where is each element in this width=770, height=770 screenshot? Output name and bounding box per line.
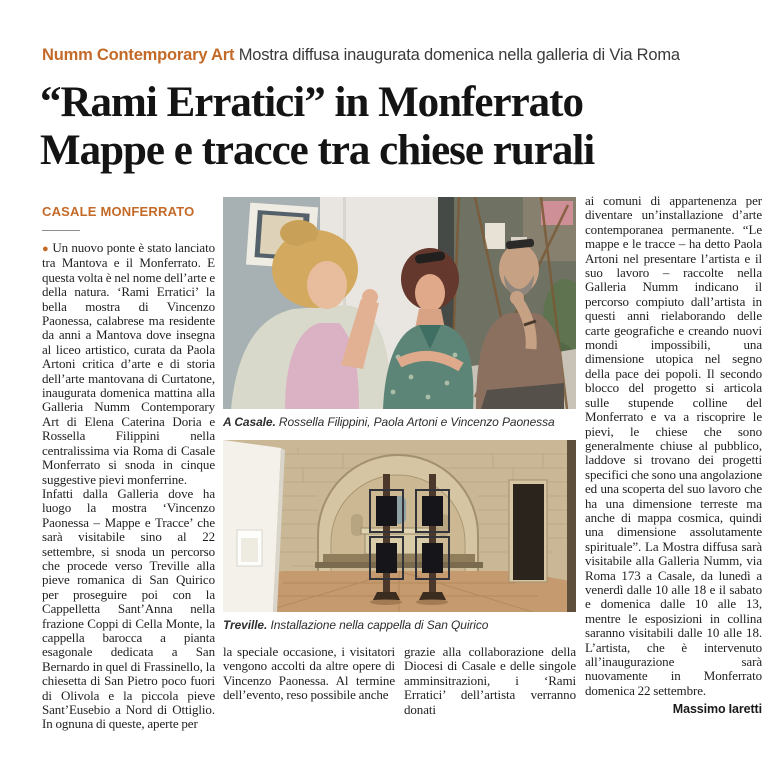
byline: Massimo Iaretti: [672, 702, 762, 717]
article-column-4: [585, 194, 762, 717]
paragraph-text: Un nuovo ponte è stato lanciato tra Mantova e il Monferrato. E questa volta è nel nome dell’arte e della natura. ‘Rami Erratici’ la bella mostra di Vincenzo Paonessa, calabrese ma residente da anni a Mantova dove insegna al liceo artistico, curata da Paola Artoni critica d’arte e di storia dell’arte mantovana di Curtatone, inaugurata domenica mattina alla Galleria Numm Contemporary Art di Elena Caterina Doria e Rossella Filippini nella centralissima via Roma di Casale Monferrato si snoda in cinque suggestive pievi monferrine.: [42, 240, 216, 487]
bullet-icon: ●: [42, 243, 50, 255]
headline: [40, 79, 746, 175]
caption-lead: Treville.: [223, 618, 268, 632]
kicker: [42, 46, 742, 65]
section-rule: [42, 230, 80, 231]
article-column-3: [404, 645, 576, 717]
headline-line1: “Rami Erratici” in Monferrato: [40, 79, 583, 126]
paragraph: la speciale occasione, i visitatori vengono accolti da altre opere di Vincenzo Paonessa. Al termine dell’evento, reso possibile anche: [223, 644, 395, 703]
paragraph: grazie alla collaborazione della Diocesi di Casale e delle singole amminsitrazioni, i ‘Rami Erratici’ dell’artista verranno donati: [404, 644, 576, 717]
article-column-1: [42, 204, 215, 732]
photo-gallery-opening: [223, 197, 576, 429]
section-label: CASALE MONFERRATO: [42, 204, 195, 219]
kicker-subtitle: Mostra diffusa inaugurata domenica nella galleria di Via Roma: [238, 46, 680, 64]
photo-chapel-installation: [223, 440, 576, 632]
kicker-brand: Numm Contemporary Art: [42, 46, 235, 64]
photo-caption: [223, 618, 576, 632]
headline-line2: Mappe e tracce tra chiese rurali: [40, 127, 595, 174]
chapel-photo-illustration: [223, 440, 576, 612]
paragraph: Infatti dalla Galleria dove ha luogo la mostra ‘Vincenzo Paonessa – Mappe e Tracce’ che sarà visitabile sino al 22 settembre, si snoda un percorso che procede verso Treville alla pieve romanica di San Quirico per proseguire poi con la Cappelletta Sant’Anna nella frazione Coppi di Cella Monte, la cappella barocca a pianta esagonale dedicata a San Bernardo in quel di Frassinello, la chiesetta di San Pietro poco fuori di Olivola e la piccola pieve Sant’Eusebio a Nord di Ottiglio. In ognuna di queste, aperte per: [42, 485, 215, 732]
paragraph: [42, 241, 215, 487]
caption-lead: A Casale.: [223, 415, 276, 429]
gallery-photo-illustration: [223, 197, 576, 409]
paragraph: ai comuni di appartenenza per diventare un’installazione d’arte contemporanea permanente. “Le mappe e le tracce – ha detto Paola Artoni nel presentare l’artista e il suo lavoro – raccolte nella Galleria Numm indicano il percorso compiuto dall’artista in questi anni rielaborando delle carte geografiche e creando nuovi mondi impossibili, una dimensione utopica nel segno della pace dei popoli. Il secondo blocco del progetto si articola sulle stupende colline del Monferrato e va a riscoprire le pievi, le chiese che sono generalmente chiuse al pubblico, laddove si trovano dei progetti specifici che sono una angolazione ed una scoperta del suo lavoro che ha una dimensione terreste ma anche di mappa cosmica, quindi una dimensione assolutamente spirituale”. La Mostra diffusa sarà visitabile alla Galleria Numm, via Roma 173 a Casale, da lunedì a venerdì dalle 10 alle 18 e il sabato e domenica dalle 10 alle 13, mentre le esposizioni in collina saranno visitabili dalle 10 alle 18. L’artista, che è intervenuto all’inaugurazione sarà nuovamente in Monferrato domenica 22 settembre.: [585, 193, 762, 698]
caption-text: Installazione nella cappella di San Quirico: [267, 618, 489, 632]
caption-text: Rossella Filippini, Paola Artoni e Vincenzo Paonessa: [275, 415, 555, 429]
article-column-2: [223, 645, 395, 703]
photo-caption: [223, 415, 576, 429]
